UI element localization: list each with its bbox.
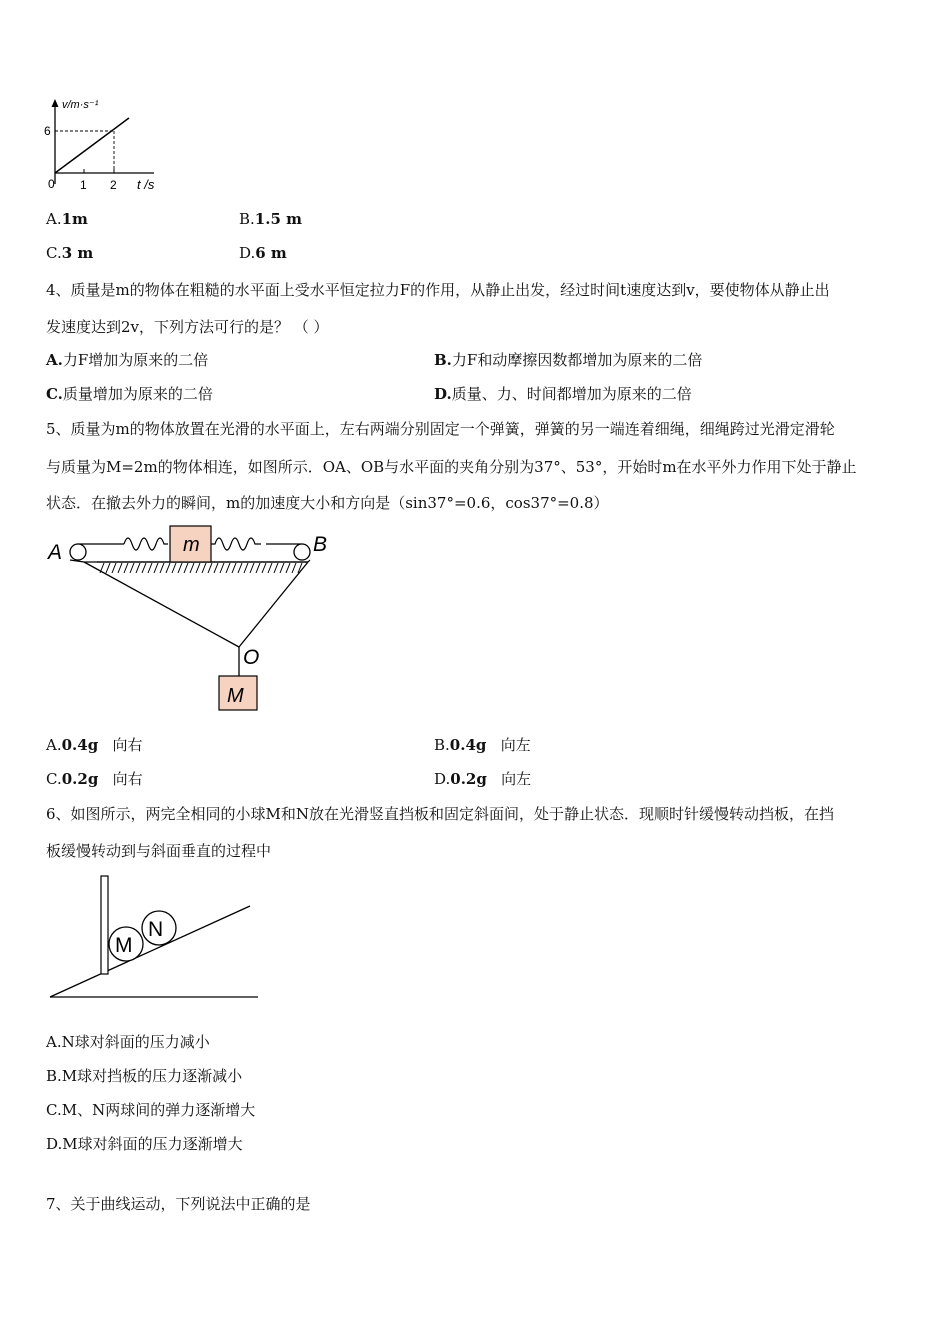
block-M-label: M	[227, 685, 244, 707]
option-letter: D.	[46, 1135, 63, 1153]
option-letter: B.	[434, 736, 450, 754]
option-text: 6 m	[255, 244, 287, 262]
rope-OB	[239, 562, 308, 647]
option-text: 质量、力、时间都增加为原来的二倍	[451, 385, 692, 403]
option-spacer	[486, 736, 500, 754]
option-text: M球对挡板的压力逐渐减小	[61, 1067, 243, 1085]
option-letter: B.	[434, 351, 452, 369]
option-spacer	[98, 770, 112, 788]
block-m-label: m	[183, 534, 200, 556]
q3-option-b[interactable]	[239, 210, 302, 228]
baffle	[101, 876, 108, 974]
q5-stem-line1: 5、质量为m的物体放置在光滑的水平面上，左右两端分别固定一个弹簧，弹簧的另一端连着细绳，细绳跨过光滑定滑轮	[46, 420, 835, 438]
q5-option-b[interactable]	[434, 734, 531, 755]
origin-label: 0	[48, 177, 55, 191]
option-text: 力F和动摩擦因数都增加为原来的二倍	[451, 351, 703, 369]
q3-option-d[interactable]	[239, 244, 287, 262]
y-tick-label: 6	[44, 124, 51, 138]
velocity-line	[55, 118, 129, 173]
q5-option-c[interactable]	[46, 768, 143, 789]
pulley-a	[70, 544, 86, 560]
y-axis-label: v/m·s⁻¹	[62, 99, 99, 111]
q5-option-a[interactable]	[46, 734, 143, 755]
option-letter: B.	[46, 1067, 62, 1085]
ball-m-label: M	[115, 934, 133, 957]
option-letter: A.	[46, 351, 63, 369]
option-direction: 向右	[112, 736, 143, 754]
option-text: 1.5 m	[254, 210, 302, 228]
option-letter: A.	[46, 210, 62, 228]
option-value: 0.4g	[61, 736, 99, 754]
q6-option-c[interactable]	[46, 1099, 255, 1120]
q6-option-b[interactable]	[46, 1065, 242, 1086]
q6-option-d[interactable]	[46, 1133, 243, 1154]
q6-option-a[interactable]	[46, 1031, 210, 1052]
vt-graph	[38, 96, 178, 196]
y-axis-arrow	[52, 99, 59, 107]
q4-option-a[interactable]	[46, 349, 208, 370]
spring-right	[211, 538, 261, 550]
option-value: 0.4g	[449, 736, 487, 754]
label-B: B	[313, 533, 328, 556]
option-direction: 向左	[501, 770, 532, 788]
option-text: 3 m	[61, 244, 94, 262]
option-letter: C.	[46, 385, 63, 403]
x-tick-label-2: 2	[110, 178, 117, 192]
q4-stem-line1: 4、质量是m的物体在粗糙的水平面上受水平恒定拉力F的作用，从静止出发，经过时间t速度达到v，要使物体从静止出	[46, 281, 830, 299]
option-text: M球对斜面的压力逐渐增大	[62, 1135, 243, 1153]
option-text: M、N两球间的弹力逐渐增大	[61, 1101, 256, 1119]
option-letter: C.	[46, 1101, 62, 1119]
q6-incline-figure	[46, 872, 266, 1004]
q4-option-d[interactable]	[434, 383, 692, 404]
x-axis-label: t /s	[137, 177, 155, 192]
label-A: A	[48, 541, 63, 564]
q5-stem-line3: 状态．在撤去外力的瞬间，m的加速度大小和方向是（sin37°=0.6，cos37°=0.8）	[46, 494, 609, 512]
pulley-b	[294, 544, 310, 560]
option-letter: A.	[46, 1033, 62, 1051]
option-text: 力F增加为原来的二倍	[62, 351, 209, 369]
spring-left	[124, 538, 168, 550]
q5-pulley-figure	[40, 522, 340, 717]
option-direction: 向右	[112, 770, 143, 788]
q4-option-c[interactable]	[46, 383, 213, 404]
q6-stem-line2: 板缓慢转动到与斜面垂直的过程中	[46, 842, 272, 860]
option-letter: D.	[239, 244, 256, 262]
option-direction: 向左	[500, 736, 531, 754]
option-value: 0.2g	[450, 770, 487, 788]
label-O: O	[243, 646, 260, 669]
q4-stem-line2: 发速度达到2v，下列方法可行的是？ （ ）	[46, 318, 329, 336]
option-letter: C.	[46, 770, 62, 788]
option-letter: C.	[46, 244, 62, 262]
option-letter: D.	[434, 770, 451, 788]
option-letter: A.	[46, 736, 62, 754]
q7-stem-line1: 7、关于曲线运动，下列说法中正确的是	[46, 1195, 311, 1213]
option-spacer	[487, 770, 501, 788]
q5-stem-line2: 与质量为M=2m的物体相连，如图所示．OA、OB与水平面的夹角分别为37°、53°，开始时m在水平外力作用下处于静止	[46, 458, 857, 476]
option-text: 1m	[61, 210, 88, 228]
surface-hatch	[100, 563, 302, 573]
q3-option-a[interactable]	[46, 210, 88, 228]
q4-option-b[interactable]	[434, 349, 702, 370]
q3-option-c[interactable]	[46, 244, 93, 262]
q6-stem-line1: 6、如图所示，两完全相同的小球M和N放在光滑竖直挡板和固定斜面间，处于静止状态．现顺时针缓慢转动挡板，在挡	[46, 805, 835, 823]
x-tick-label-1: 1	[80, 178, 87, 192]
option-text: N球对斜面的压力减小	[61, 1033, 210, 1051]
option-letter: B.	[239, 210, 255, 228]
q5-option-d[interactable]	[434, 768, 531, 789]
option-letter: D.	[434, 385, 452, 403]
option-value: 0.2g	[61, 770, 99, 788]
rope-OA	[84, 562, 239, 647]
option-spacer	[98, 736, 112, 754]
option-text: 质量增加为原来的二倍	[62, 385, 213, 403]
ball-n-label: N	[148, 918, 164, 941]
